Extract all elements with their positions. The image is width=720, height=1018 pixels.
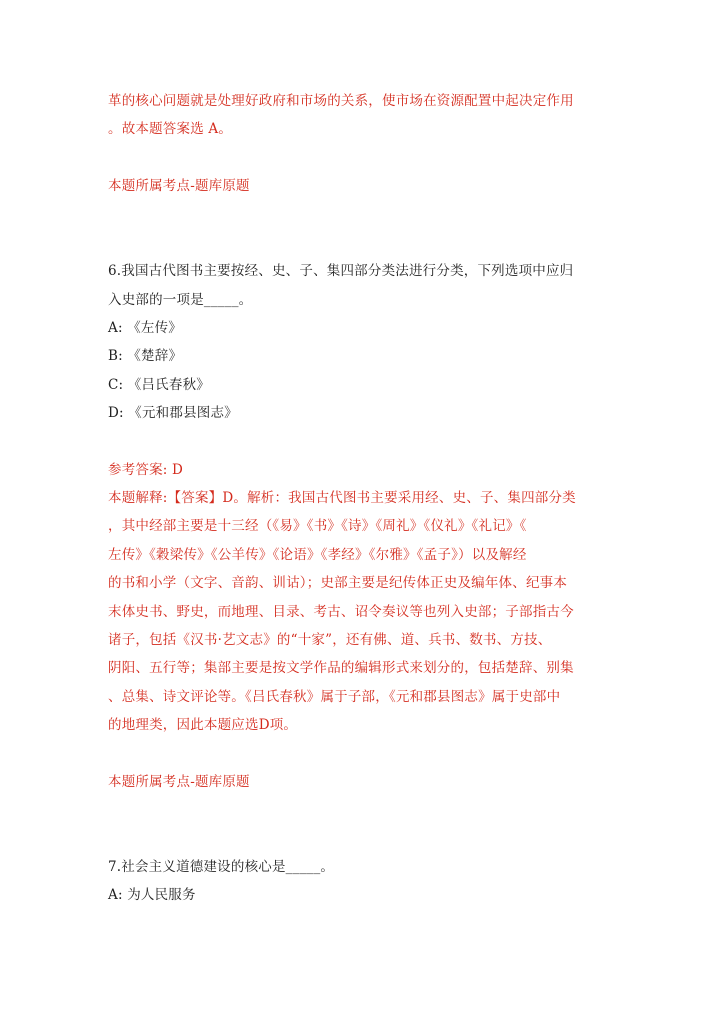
question-6-explanation-line: 左传》《穀梁传》《公羊传》《论语》《孝经》《尔雅》《孟子》）以及解经 [108,547,527,563]
question-6-option-a: A: 《左传》 [108,320,182,336]
explanation-text-line: 革的核心问题就是处理好政府和市场的关系，使市场在资源配置中起决定作用 [108,93,574,109]
question-7-stem: 7.社会主义道德建设的核心是_____。 [108,859,335,875]
question-6-explanation-line: 、总集、诗文评论等。《吕氏春秋》属于子部，《元和郡县图志》属于史部中 [108,689,561,705]
question-6-option-b: B: 《楚辞》 [108,348,183,364]
source-tag: 本题所属考点-题库原题 [108,178,250,194]
question-6-explanation-line: 本题解释:【答案】D。解析：我国古代图书主要采用经、史、子、集四部分类 [108,490,576,506]
question-6-explanation-line: ，其中经部主要是十三经（《易》《书》《诗》《周礼》《仪礼》《礼记》《 [108,518,527,534]
question-6-option-c: C: 《吕氏春秋》 [108,377,210,393]
question-6-stem: 6.我国古代图书主要按经、史、子、集四部分类法进行分类，下列选项中应归 [108,263,574,279]
question-6-explanation-line: 末体史书、野史，而地理、目录、考古、诏令奏议等也列入史部；子部指古今 [108,604,574,620]
question-6-option-d: D: 《元和郡县图志》 [108,405,238,421]
question-6-explanation-line: 的书和小学（文字、音韵、训诂）；史部主要是纪传体正史及编年体、纪事本 [108,575,568,591]
question-6-explanation-line: 阴阳、五行等；集部主要是按文学作品的编辑形式来划分的，包括楚辞、别集 [108,660,574,676]
explanation-text-line: 。故本题答案选 A。 [108,121,233,137]
question-6-explanation-line: 诸子，包括《汉书·艺文志》的“十家”，还有佛、道、兵书、数书、方技、 [108,632,552,648]
question-6-stem: 入史部的一项是_____。 [108,292,253,308]
question-6-answer: 参考答案: D [108,462,184,478]
question-6-explanation-line: 的地理类，因此本题应选D项。 [108,717,298,733]
source-tag: 本题所属考点-题库原题 [108,774,250,790]
question-7-option-a: A: 为人民服务 [108,887,196,903]
